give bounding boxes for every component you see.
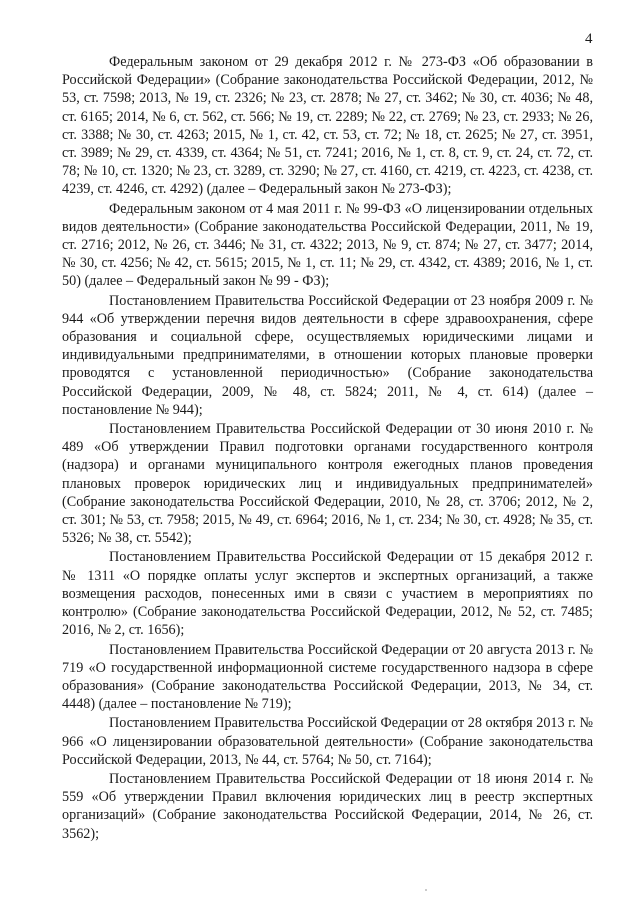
page-number: 4: [585, 31, 593, 47]
scan-speck: [425, 889, 427, 891]
paragraph-resolution-719: Постановлением Правительства Российской Федерации от 20 августа 2013 г. № 719 «О государственной информационной системе государственного надзора в сфере образования» (Собрание законодательства Российской Федерации, 2013, № 34, ст. 4448) (далее – постановление № 719);: [62, 641, 593, 713]
paragraph-resolution-944: Постановлением Правительства Российской Федерации от 23 ноября 2009 г. № 944 «Об утверждении перечня видов деятельности в сфере здравоохранения, сфере образования и социальной сфере, осуществляемых юридическими лицами и индивидуальными предпринимателями, в отношении которых плановые проверки проводятся с установленной периодичностью» (Собрание законодательства Российской Федерации, 2009, № 48, ст. 5824; 2011, № 4, ст. 614) (далее – постановление № 944);: [62, 292, 593, 418]
paragraph-resolution-489: Постановлением Правительства Российской Федерации от 30 июня 2010 г. № 489 «Об утверждении Правил подготовки органами государственного контроля (надзора) и органами муниципального контроля ежегодных планов проведения плановых проверок юридических лиц и индивидуальных предпринимателей» (Собрание законодательства Российской Федерации, 2010, № 28, ст. 3706; 2012, № 2, ст. 301; № 53, ст. 7958; 2015, № 49, ст. 6964; 2016, № 1, ст. 234; № 30, ст. 4928; № 35, ст. 5326; № 38, ст. 5542);: [62, 421, 593, 547]
paragraph-federal-law-273: Федеральным законом от 29 декабря 2012 г. № 273-ФЗ «Об образовании в Российской Федерации» (Собрание законодательства Российской Федерации, 2012, № 53, ст. 7598; 2013, № 19, ст. 2326; № 23, ст. 2878; № 27, ст. 3462; № 30, ст. 4036; № 48, ст. 6165; 2014, № 6, ст. 562, ст. 566; № 19, ст. 2289; № 22, ст. 2769; № 23, ст. 2933; № 26, ст. 3388; № 30, ст. 4263; 2015, № 1, ст. 42, ст. 53, ст. 72; № 18, ст. 2625; № 27, ст. 3951, ст. 3989; № 29, ст. 4339, ст. 4364; № 51, ст. 7241; 2016, № 1, ст. 8, ст. 9, ст. 24, ст. 72, ст. 78; № 10, ст. 1320; № 23, ст. 3289, ст. 3290; № 27, ст. 4160, ст. 4219, ст. 4223, ст. 4238, ст. 4239, ст. 4246, ст. 4292) (далее – Федеральный закон № 273-ФЗ);: [62, 54, 593, 198]
document-body: [62, 53, 593, 843]
paragraph-resolution-1311: Постановлением Правительства Российской Федерации от 15 декабря 2012 г. № 1311 «О порядке оплаты услуг экспертов и экспертных организаций, а также возмещения расходов, понесенных ими в связи с участием в мероприятиях по контролю» (Собрание законодательства Российской Федерации, 2012, № 52, ст. 7485; 2016, № 2, ст. 1656);: [62, 549, 593, 639]
paragraph-resolution-559: Постановлением Правительства Российской Федерации от 18 июня 2014 г. № 559 «Об утверждении Правил включения юридических лиц в реестр экспертных организаций» (Собрание законодательства Российской Федерации, 2014, № 26, ст. 3562);: [62, 770, 593, 842]
paragraph-federal-law-99: Федеральным законом от 4 мая 2011 г. № 99-ФЗ «О лицензировании отдельных видов деятельности» (Собрание законодательства Российской Федерации, 2011, № 19, ст. 2716; 2012, № 26, ст. 3446; № 31, ст. 4322; 2013, № 9, ст. 874; № 27, ст. 3477; 2014, № 30, ст. 4256; № 42, ст. 5615; 2015, № 1, ст. 11; № 29, ст. 4342, ст. 4389; 2016, № 1, ст. 50) (далее – Федеральный закон № 99 - ФЗ);: [62, 200, 593, 290]
paragraph-resolution-966: Постановлением Правительства Российской Федерации от 28 октября 2013 г. № 966 «О лицензировании образовательной деятельности» (Собрание законодательства Российской Федерации, 2013, № 44, ст. 5764; № 50, ст. 7164);: [62, 715, 593, 768]
